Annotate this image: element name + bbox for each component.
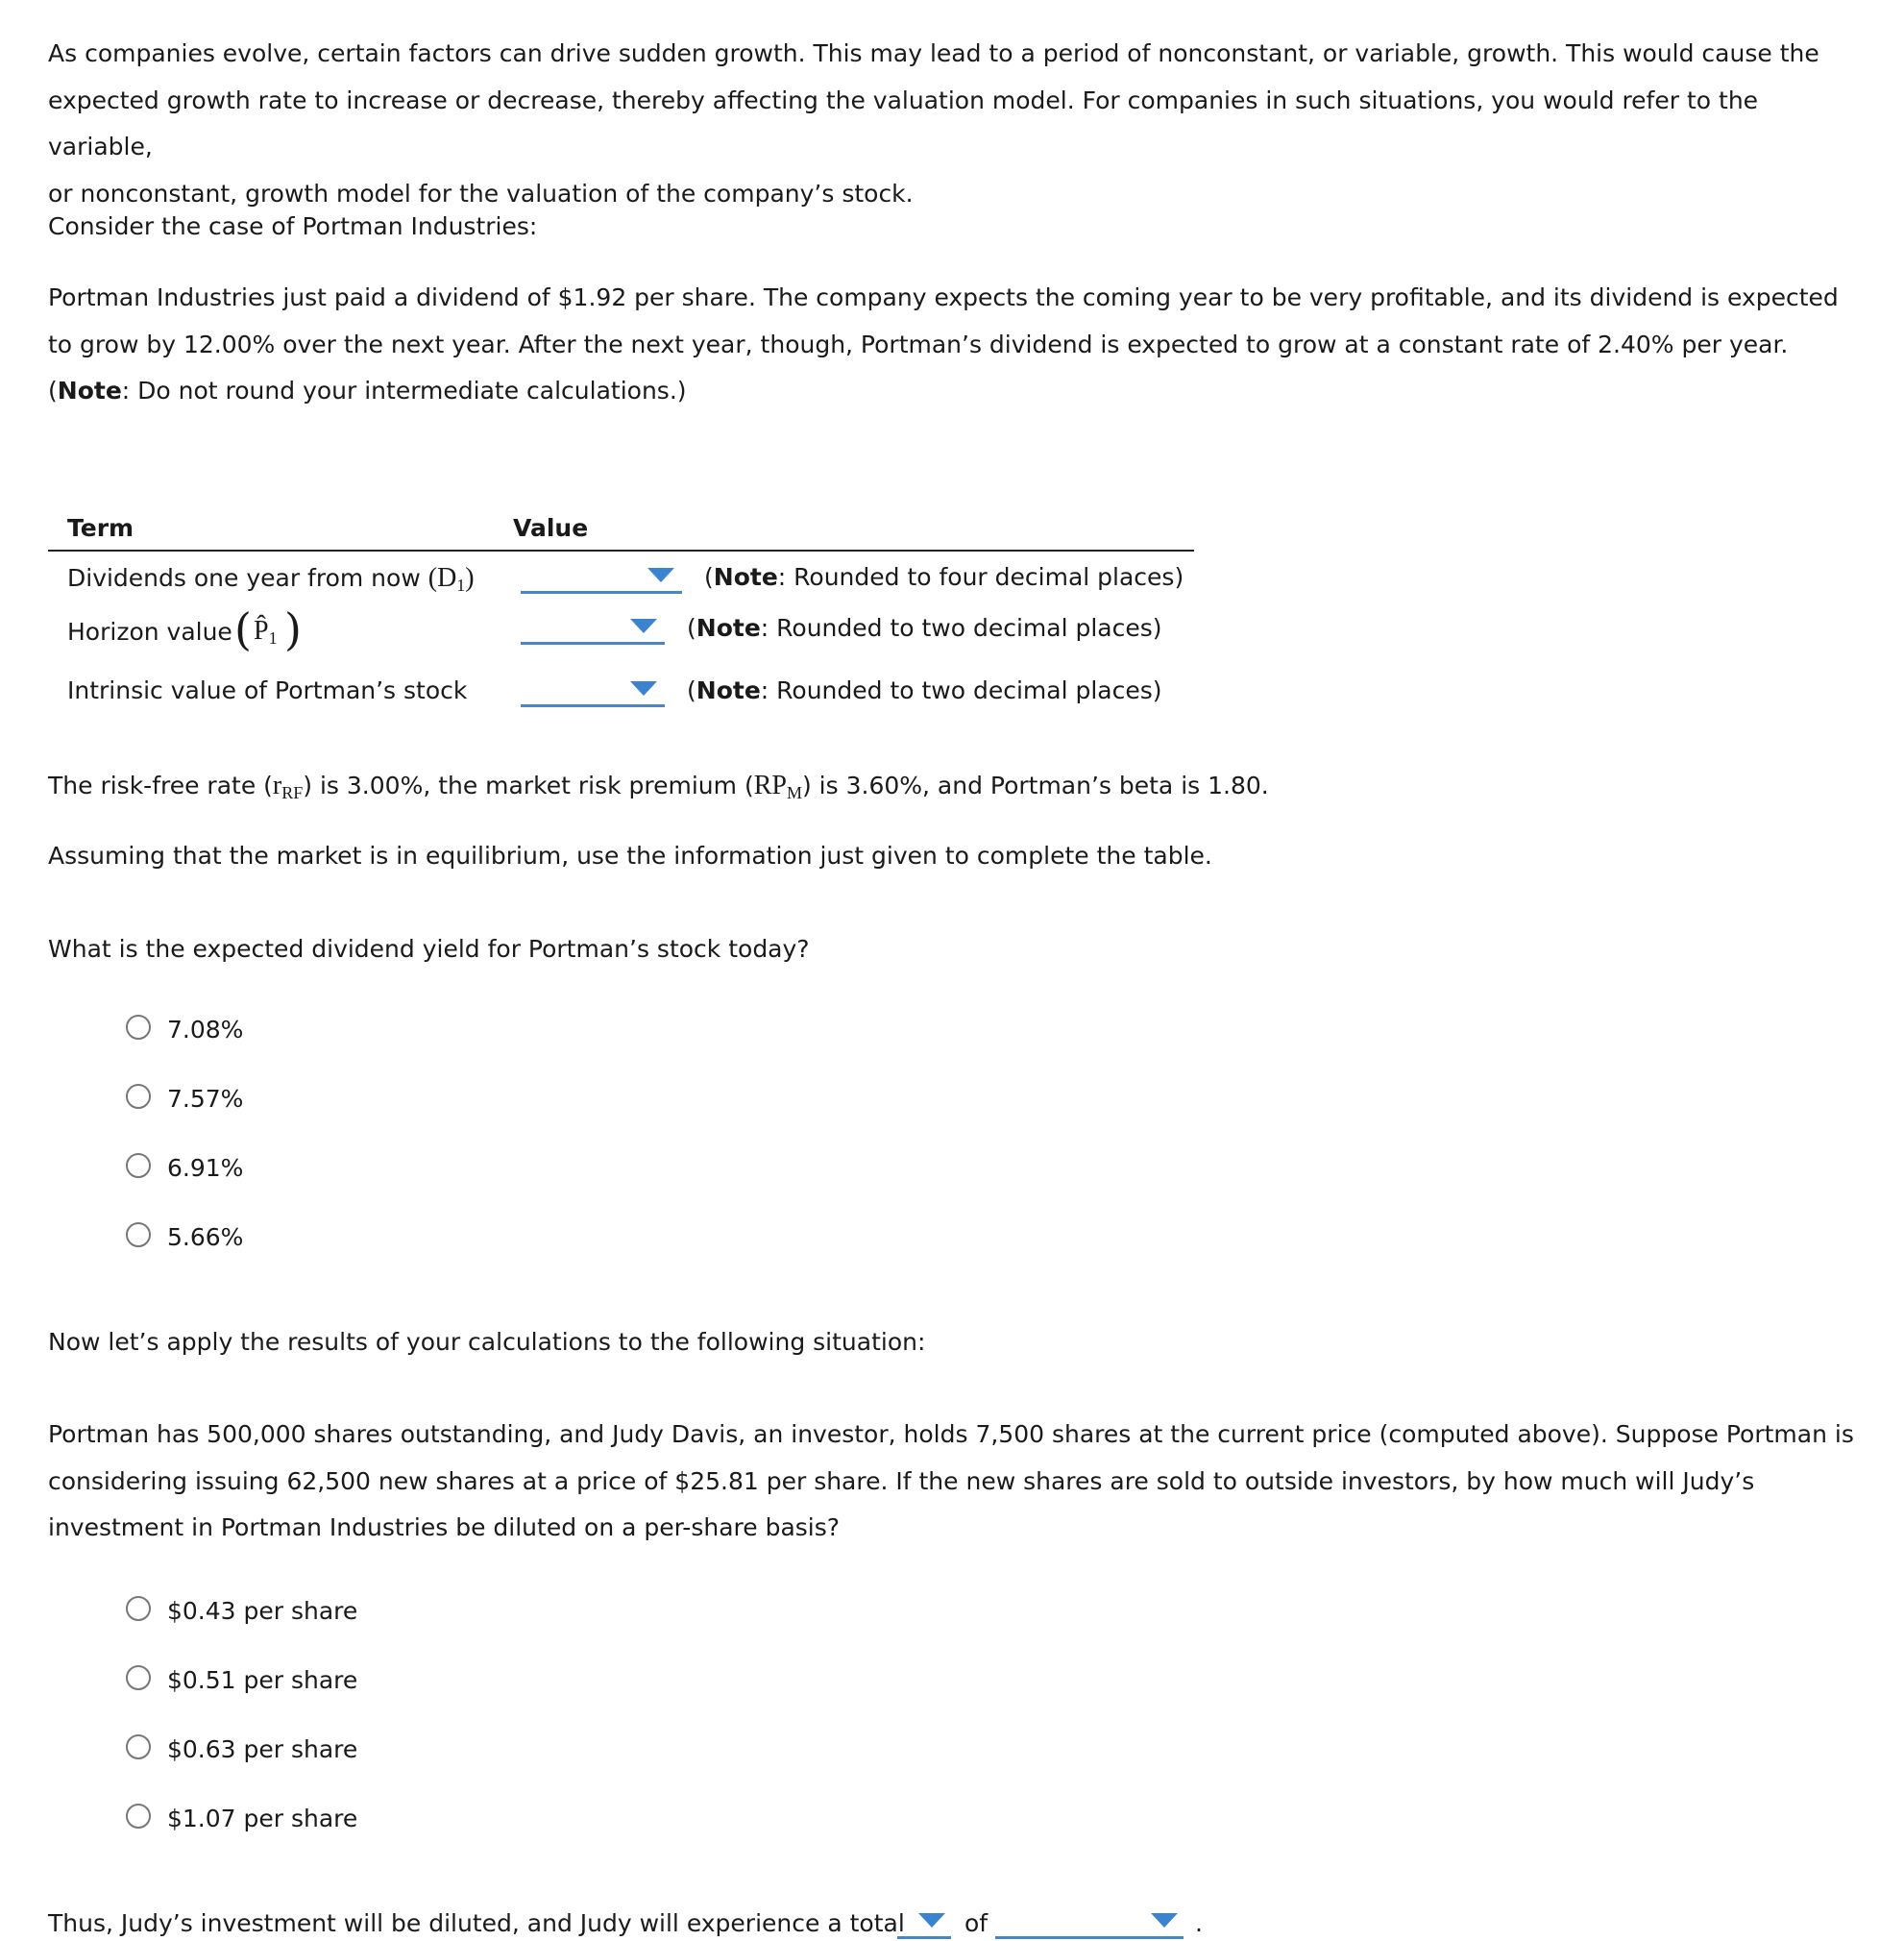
case-line-2: to grow by 12.00% over the next year. After the next year, though, Portman’s dividend is expected to grow at a constant rate of 2.40% per year.	[48, 330, 1789, 358]
intro-line-1: As companies evolve, certain factors can drive sudden growth. This may lead to a period of nonconstant, or variable, growth. This would cause the	[48, 39, 1819, 67]
equilibrium-text: Assuming that the market is in equilibrium, use the information just given to complete the table.	[48, 842, 1212, 870]
case-paragraph	[48, 275, 1854, 415]
final-period: .	[1195, 1909, 1203, 1937]
table-header-term: Term	[67, 514, 134, 542]
horizon-note: (Note: Rounded to two decimal places)	[687, 614, 1162, 642]
yield-option-1-label: 7.08%	[167, 1016, 244, 1044]
final-sentence: Thus, Judy’s investment will be diluted, and Judy will experience a total	[48, 1909, 905, 1937]
table-row-dividends	[67, 563, 475, 594]
radio-dilution-option-4[interactable]	[126, 1804, 151, 1829]
dividends-note: (Note: Rounded to four decimal places)	[704, 563, 1184, 591]
chevron-down-icon	[1151, 1913, 1178, 1928]
risk-sentence: The risk-free rate (rRF) is 3.00%, the market risk premium (RPM) is 3.60%, and Portman’s beta is 1.80.	[48, 771, 1269, 802]
case-line-1: Portman Industries just paid a dividend of $1.92 per share. The company expects the coming year to be very profitable, and its dividend is expected	[48, 283, 1839, 311]
dilution-type-dropdown[interactable]	[897, 1907, 951, 1939]
dilution-option-3-label: $0.63 per share	[167, 1735, 358, 1763]
d1-symbol: (D1)	[427, 563, 475, 595]
question-dividend-yield: What is the expected dividend yield for Portman’s stock today?	[48, 935, 810, 963]
term-label-intrinsic: Intrinsic value of Portman’s stock	[67, 676, 468, 704]
intro-paragraph	[48, 31, 1854, 217]
intro-line-3: or nonconstant, growth model for the valuation of the company’s stock.	[48, 179, 914, 208]
chevron-down-icon	[630, 681, 657, 696]
table-header-value: Value	[513, 514, 589, 542]
situation-line-1: Portman has 500,000 shares outstanding, and Judy Davis, an investor, holds 7,500 shares at the current price (computed above). Suppose Portman is	[48, 1420, 1854, 1448]
dilution-option-2-label: $0.51 per share	[167, 1666, 358, 1694]
p1-symbol: ( P̂1 )	[234, 603, 302, 655]
yield-option-4-label: 5.66%	[167, 1223, 244, 1251]
chevron-down-icon	[918, 1913, 945, 1928]
intrinsic-note: (Note: Rounded to two decimal places)	[687, 676, 1162, 704]
radio-yield-option-3[interactable]	[126, 1153, 151, 1178]
of-text: of	[964, 1909, 989, 1937]
horizon-value-dropdown[interactable]	[521, 613, 665, 645]
intrinsic-value-dropdown[interactable]	[521, 676, 665, 707]
radio-dilution-option-1[interactable]	[126, 1596, 151, 1621]
apply-text: Now let’s apply the results of your calculations to the following situation:	[48, 1328, 926, 1356]
radio-yield-option-1[interactable]	[126, 1015, 151, 1040]
dilution-amount-dropdown[interactable]	[995, 1907, 1184, 1939]
chevron-down-icon	[647, 568, 674, 582]
table-header-rule	[48, 550, 1194, 552]
situation-line-3: investment in Portman Industries be diluted on a per-share basis?	[48, 1513, 841, 1541]
dividends-value-dropdown[interactable]	[521, 562, 682, 594]
case-note: (Note: Do not round your intermediate calculations.)	[48, 377, 687, 405]
term-label-horizon: Horizon value	[67, 618, 232, 646]
radio-yield-option-2[interactable]	[126, 1084, 151, 1109]
intro-line-2: expected growth rate to increase or decrease, thereby affecting the valuation model. For companies in such situations, you would refer to the variable,	[48, 86, 1759, 160]
situation-paragraph	[48, 1412, 1854, 1552]
dilution-option-4-label: $1.07 per share	[167, 1805, 358, 1832]
chevron-down-icon	[630, 619, 657, 633]
situation-line-2: considering issuing 62,500 new shares at a price of $25.81 per share. If the new shares are sold to outside investors, by how much will Judy’s	[48, 1466, 1755, 1495]
radio-dilution-option-3[interactable]	[126, 1734, 151, 1759]
yield-option-2-label: 7.57%	[167, 1085, 244, 1113]
term-label: Dividends one year from now	[67, 564, 421, 592]
radio-dilution-option-2[interactable]	[126, 1665, 151, 1690]
yield-option-3-label: 6.91%	[167, 1154, 244, 1182]
radio-yield-option-4[interactable]	[126, 1222, 151, 1247]
dilution-option-1-label: $0.43 per share	[167, 1597, 358, 1625]
case-heading: Consider the case of Portman Industries:	[48, 212, 538, 240]
